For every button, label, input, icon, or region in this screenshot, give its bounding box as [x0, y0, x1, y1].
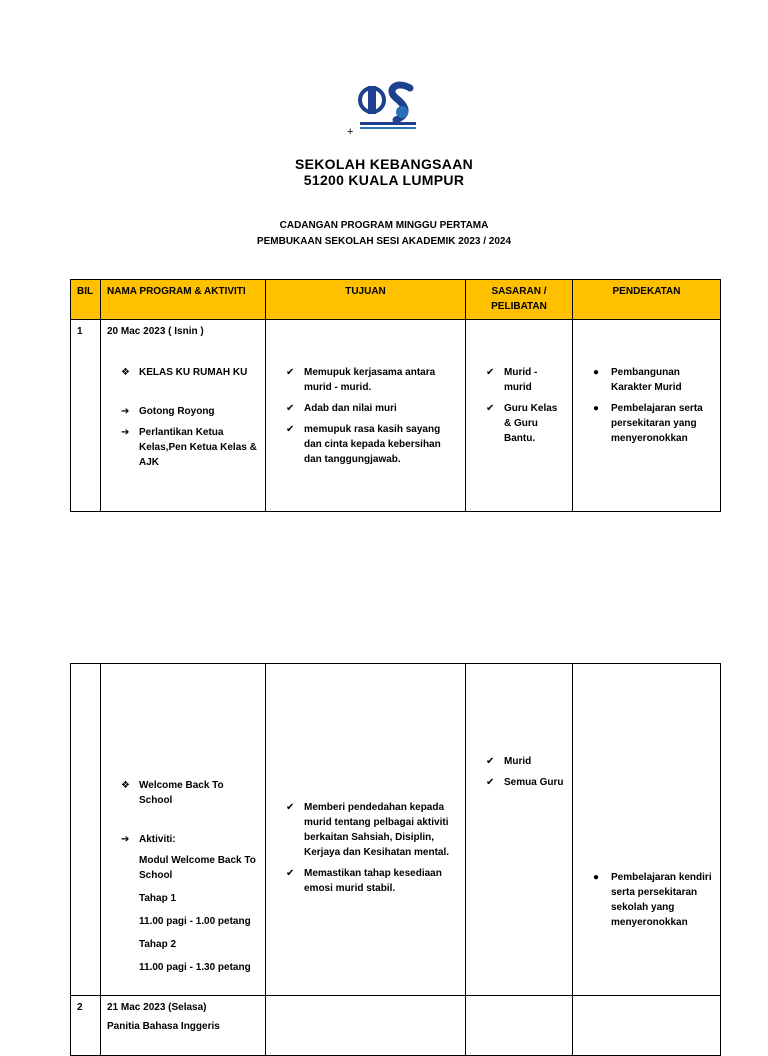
activity-main: ❖ KELAS KU RUMAH KU — [121, 367, 248, 378]
col-header-tujuan: TUJUAN — [266, 280, 466, 320]
program-cell — [101, 664, 266, 996]
program-cell — [101, 320, 266, 512]
document-subtitle-2: PEMBUKAAN SEKOLAH SESI AKADEMIK 2023 / 2024 — [256, 236, 512, 247]
arrow-icon: ➔ — [121, 427, 130, 438]
pendekatan-item: ● Pembangunan Karakter Murid — [593, 367, 682, 393]
sasaran-item: ✔ Guru Kelas & Guru Bantu. — [486, 403, 558, 444]
sasaran-item: ✔ Murid - murid — [486, 367, 538, 393]
tujuan-item: ✔ Adab dan nilai muri — [286, 403, 397, 414]
check-icon: ✔ — [286, 868, 295, 879]
school-location: 51200 KUALA LUMPUR — [303, 172, 465, 188]
col-header-sasaran: SASARAN / PELIBATAN — [466, 280, 573, 320]
tujuan-item: ✔ memupuk rasa kasih sayang dan cinta kepada kebersihan dan tanggungjawab. — [286, 424, 441, 465]
program-table-continued — [70, 663, 721, 1056]
sasaran-item: ✔ Murid — [486, 756, 532, 767]
tahap-label: Tahap 1 — [139, 893, 177, 904]
school-name: SEKOLAH KEBANGSAAN — [294, 156, 474, 172]
check-icon: ✔ — [286, 802, 295, 813]
tujuan-item: ✔ Memupuk kerjasama antara murid - murid. — [286, 367, 436, 393]
modul-name: Modul Welcome Back To School — [139, 855, 256, 881]
activity-sub: ➔ Gotong Royong — [121, 406, 215, 417]
check-icon: ✔ — [486, 403, 495, 414]
program-date: 21 Mac 2023 (Selasa) — [107, 1002, 207, 1013]
bullet-icon: ● — [593, 403, 600, 414]
check-icon: ✔ — [486, 367, 495, 378]
pendekatan-cell — [573, 320, 721, 512]
tujuan-cell — [266, 320, 466, 512]
bullet-icon: ● — [593, 872, 600, 883]
table-row — [71, 996, 721, 1056]
panitia-name: Panitia Bahasa Inggeris — [107, 1021, 220, 1032]
plus-mark: + — [347, 126, 354, 138]
diamond-bullet-icon: ❖ — [121, 367, 130, 378]
program-table — [70, 279, 721, 512]
check-icon: ✔ — [486, 756, 495, 767]
activity-main: ❖ Welcome Back To School — [121, 780, 224, 806]
tahap-label: Tahap 2 — [139, 939, 177, 950]
col-header-program: NAMA PROGRAM & AKTIVITI — [101, 280, 266, 320]
tujuan-cell — [266, 664, 466, 996]
check-icon: ✔ — [286, 367, 295, 378]
table-row — [71, 664, 721, 996]
check-icon: ✔ — [486, 777, 495, 788]
check-icon: ✔ — [286, 424, 295, 435]
arrow-icon: ➔ — [121, 406, 130, 417]
activity-sub: ➔ Aktiviti: — [121, 834, 176, 845]
pendekatan-item: ● Pembelajaran kendiri serta persekitaran sekolah yang menyeronokkan — [593, 872, 712, 928]
check-icon: ✔ — [286, 403, 295, 414]
arrow-icon: ➔ — [121, 834, 130, 845]
pendekatan-item: ● Pembelajaran serta persekitaran yang menyeronokkan — [593, 403, 703, 444]
program-cell — [101, 996, 266, 1056]
col-header-pendekatan: PENDEKATAN — [573, 280, 721, 320]
table-header-row — [71, 280, 721, 320]
diamond-bullet-icon: ❖ — [121, 780, 130, 791]
document-subtitle-1: CADANGAN PROGRAM MINGGU PERTAMA — [279, 220, 489, 231]
tahap-time: 11.00 pagi - 1.00 petang — [139, 916, 251, 927]
bullet-icon: ● — [593, 367, 600, 378]
pendekatan-cell — [573, 664, 721, 996]
tujuan-item: ✔ Memberi pendedahan kepada murid tentang pelbagai aktiviti berkaitan Sahsiah, Disiplin, Kerjaya dan Kesihatan mental. — [286, 802, 450, 858]
sasaran-item: ✔ Semua Guru — [486, 777, 564, 788]
tujuan-item: ✔ Memastikan tahap kesediaan emosi murid stabil. — [286, 868, 442, 894]
row-number — [71, 664, 101, 996]
school-logo — [352, 76, 422, 132]
sasaran-cell — [466, 320, 573, 512]
table-row — [71, 320, 721, 512]
row-number: 1 — [71, 320, 101, 512]
tahap-time: 11.00 pagi - 1.30 petang — [139, 962, 251, 973]
row-number: 2 — [71, 996, 101, 1056]
col-header-bil: BIL — [71, 280, 101, 320]
sasaran-cell — [466, 664, 573, 996]
activity-sub: ➔ Perlantikan Ketua Kelas,Pen Ketua Kelas & AJK — [121, 427, 257, 468]
program-date: 20 Mac 2023 ( Isnin ) — [107, 326, 204, 337]
